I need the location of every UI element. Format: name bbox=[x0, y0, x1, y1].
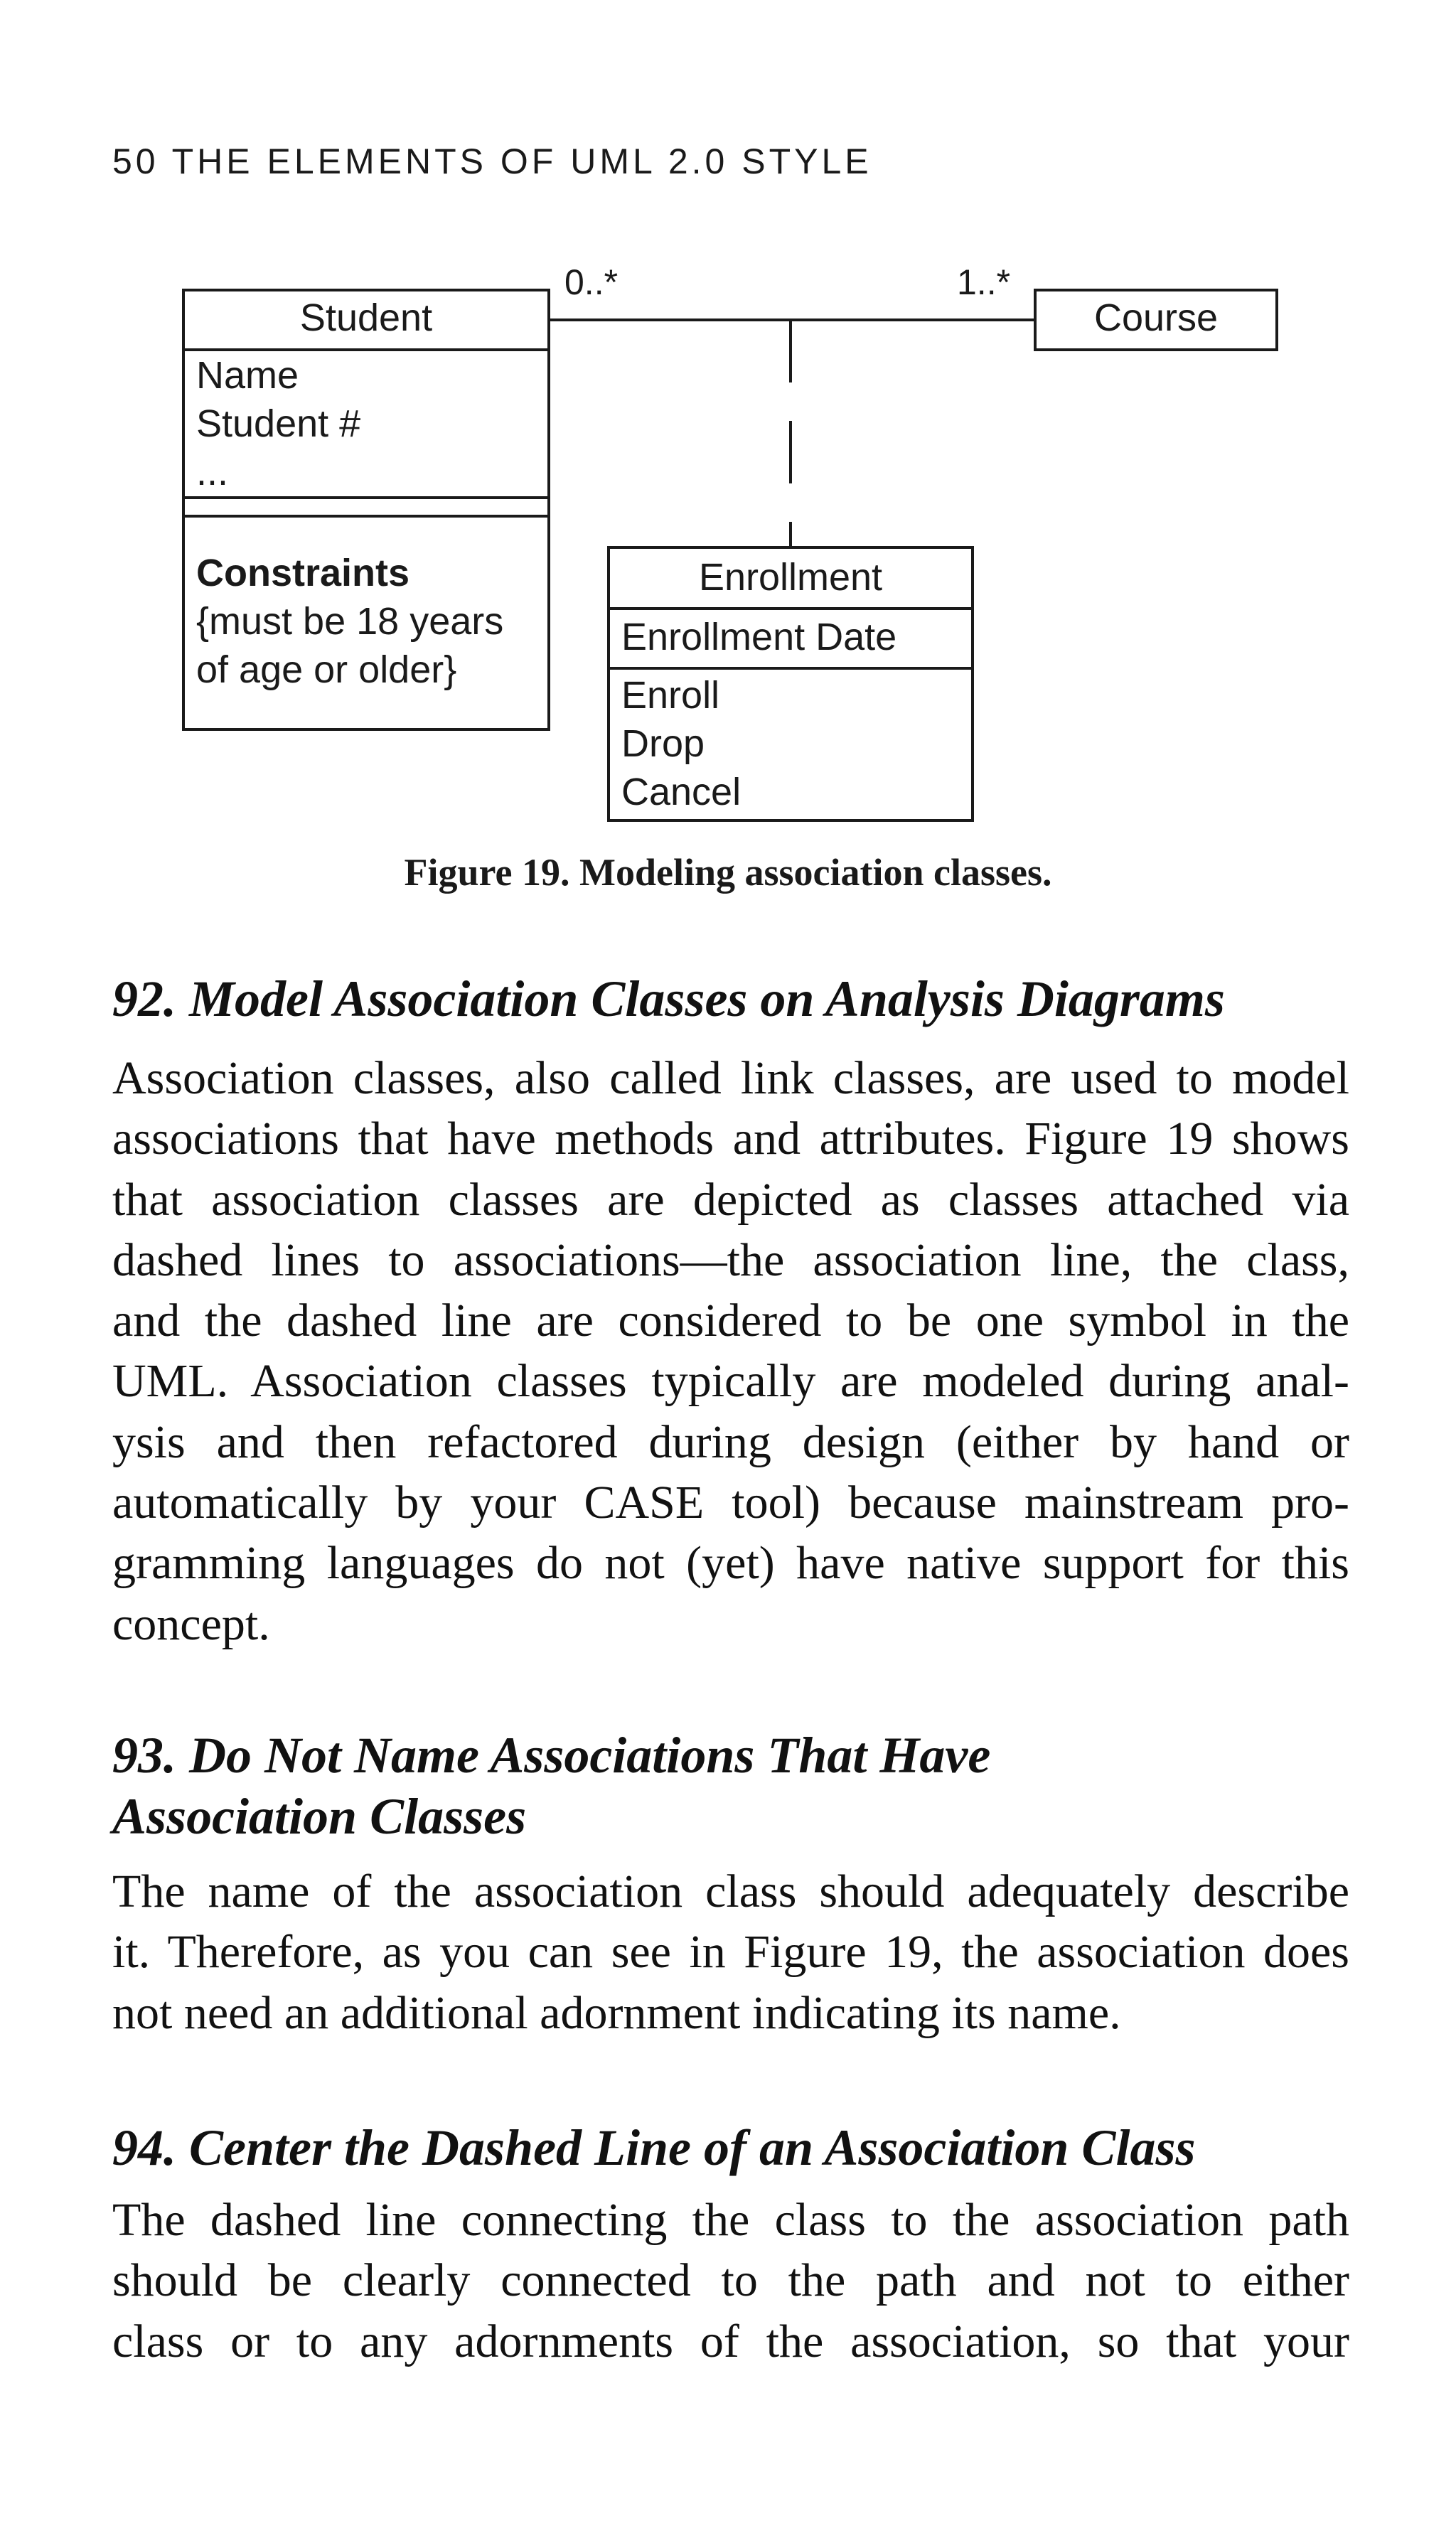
multiplicity-course-end: 1..* bbox=[957, 262, 1011, 302]
student-attribute: Student # bbox=[196, 402, 361, 445]
student-constraint-line: of age or older} bbox=[196, 648, 457, 691]
body-line: automatically by your CASE tool) because mainstream pro- bbox=[112, 1477, 1349, 1529]
body-line: dashed lines to associations—the association line, the class, bbox=[112, 1233, 1349, 1286]
heading-line: Association Classes bbox=[112, 1788, 527, 1845]
course-class-name: Course bbox=[1093, 296, 1219, 339]
student-attribute: Name bbox=[196, 354, 299, 397]
body-line: The name of the association class should adequately describe bbox=[112, 1866, 1349, 1917]
student-constraints-title: Constraints bbox=[196, 552, 410, 594]
body-line: not need an additional adornment indicating its name. bbox=[112, 1986, 1121, 2039]
section-heading-93 bbox=[112, 1725, 1349, 1847]
section-body-93 bbox=[112, 1861, 1349, 2043]
body-line: concept. bbox=[112, 1597, 270, 1650]
section-body-94 bbox=[112, 2190, 1349, 2372]
enrollment-operation: Cancel bbox=[621, 771, 742, 813]
multiplicity-student-end: 0..* bbox=[564, 262, 619, 302]
body-line: that association classes are depicted as classes attached via bbox=[112, 1173, 1349, 1226]
running-head: 50 THE ELEMENTS OF UML 2.0 STYLE bbox=[112, 141, 872, 181]
heading-line: 94. Center the Dashed Line of an Association Class bbox=[112, 2119, 1196, 2176]
body-line: Association classes, also called link classes, are used to model bbox=[112, 1052, 1349, 1104]
body-line: class or to any adornments of the association, so that your bbox=[112, 2315, 1349, 2367]
body-line: and the dashed line are considered to be one symbol in the bbox=[112, 1295, 1349, 1347]
body-line: should be clearly connected to the path and not to either bbox=[112, 2254, 1349, 2307]
enrollment-class-name: Enrollment bbox=[698, 556, 883, 599]
body-line: associations that have methods and attributes. Figure 19 shows bbox=[112, 1113, 1349, 1165]
body-line: gramming languages do not (yet) have native support for this bbox=[112, 1537, 1349, 1590]
section-heading-92 bbox=[112, 968, 1349, 1029]
body-line: it. Therefore, as you can see in Figure 19, the association does bbox=[112, 1926, 1349, 1979]
heading-line: 92. Model Association Classes on Analysis Diagrams bbox=[112, 970, 1225, 1027]
section-body-92 bbox=[112, 1048, 1349, 1654]
enrollment-operation: Drop bbox=[621, 722, 705, 765]
enrollment-attribute: Enrollment Date bbox=[621, 616, 897, 658]
enrollment-operation: Enroll bbox=[621, 674, 720, 717]
body-line: ysis and then refactored during design (either by hand or bbox=[112, 1415, 1349, 1468]
heading-line: 93. Do Not Name Associations That Have bbox=[112, 1727, 991, 1784]
figure-caption: Figure 19. Modeling association classes. bbox=[404, 851, 1052, 894]
section-heading-94 bbox=[112, 2117, 1349, 2178]
uml-diagram bbox=[0, 0, 1456, 853]
student-class-name: Student bbox=[299, 296, 433, 339]
student-constraint-line: {must be 18 years bbox=[196, 600, 504, 643]
student-attribute: ... bbox=[196, 451, 229, 493]
body-line: UML. Association classes typically are modeled during anal- bbox=[112, 1355, 1349, 1408]
body-line: The dashed line connecting the class to the association path bbox=[112, 2194, 1349, 2246]
